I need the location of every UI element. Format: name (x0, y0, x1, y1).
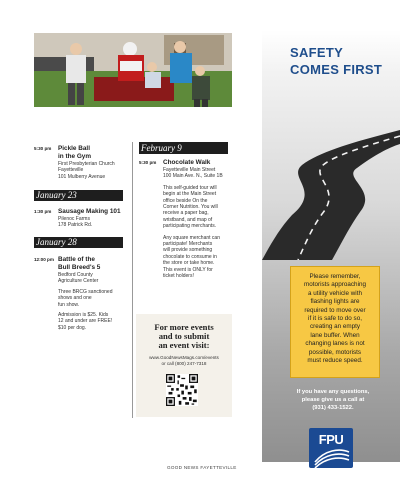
event-time: 12:00 pm (34, 257, 54, 262)
logo-swoosh-icon (309, 428, 353, 468)
event-title-line: Pickle Ball (58, 145, 90, 152)
notice-line: creating an empty (309, 323, 361, 331)
event-address: 100 Main Ave. N., Suite 1B (163, 173, 223, 180)
event-pickle-ball (34, 145, 126, 180)
notice-line: changing lanes is not (305, 340, 365, 348)
notice-line: required to move over (304, 306, 366, 314)
description-line: wristband, and map of (163, 216, 213, 223)
notice-line: Please remember, (309, 273, 361, 280)
callout-heading-line: an event visit: (158, 340, 210, 350)
fpu-logo (309, 428, 353, 468)
event-title-line: in the Gym (58, 153, 92, 160)
description-line: This self-guided tour will (163, 184, 217, 191)
event-venue: Agriculture Center (58, 278, 99, 285)
description-line: begin at the Main Street (163, 191, 217, 198)
description-line: will provide something (163, 247, 213, 254)
events-phone: or call (800) 247-7318 (161, 361, 207, 366)
description-line: participating merchants. (163, 223, 217, 230)
callout-heading-line: For more events (154, 322, 214, 332)
fpu-logo-text: FPU (318, 432, 344, 447)
event-address: 178 Patrick Rd. (58, 222, 93, 229)
event-address: 101 Mulberry Avenue (58, 173, 106, 180)
events-callout-box (136, 314, 232, 417)
event-chocolate-walk (139, 159, 233, 280)
event-title-line: Bull Breed's 5 (58, 264, 101, 271)
ad-heading (290, 44, 382, 78)
event-description (163, 185, 233, 230)
admission-line: Admission is $25. Kids (58, 312, 109, 319)
description-line: Three BRCG sanctioned (58, 288, 113, 295)
notice-line: possible, motorists (308, 348, 362, 356)
event-venue: First Presbyterian Church (58, 161, 115, 167)
description-line: This event is ONLY for (163, 266, 213, 273)
callout-heading-line: and to submit (158, 331, 210, 341)
contact-line: If you have any questions, (296, 389, 370, 395)
notice-line: if it is safe to do so, (308, 315, 362, 323)
events-url-link[interactable]: www.GoodNewsMags.com/events (149, 355, 219, 360)
description-line: chocolate to consume in (163, 253, 217, 260)
ad-heading-line: COMES FIRST (290, 62, 383, 77)
event-battle-bull-breeds (34, 256, 130, 331)
event-city: Fayetteville (58, 167, 84, 174)
description-line: the store or take home. (163, 260, 215, 267)
description-line: participate! Merchants (163, 241, 213, 248)
contact-info (282, 388, 384, 412)
date-band-january-28: January 28 (34, 237, 123, 248)
contact-line: please give us a call at (301, 397, 365, 403)
safety-notice-box (290, 266, 380, 378)
event-time: 1:30 pm (34, 209, 52, 214)
curving-road-illustration (262, 130, 400, 260)
qr-code[interactable] (166, 374, 198, 406)
event-time: 5:30 pm (139, 160, 157, 165)
callout-heading (136, 314, 232, 350)
event-description (58, 289, 130, 308)
event-sausage-making (34, 208, 126, 229)
page-footer: GOOD NEWS FAYETTEVILLE (167, 465, 237, 470)
column-divider (132, 142, 133, 418)
notice-line: a utility vehicle with (308, 289, 362, 297)
notice-line: lane buffer. When (310, 331, 360, 339)
admission-line: $10 per dog. (58, 324, 87, 331)
santa-children-photo (34, 33, 232, 107)
admission-line: 12 and under are FREE! (58, 318, 113, 325)
notice-line: must reduce speed. (307, 357, 363, 365)
event-title-line: Battle of the (58, 256, 95, 263)
event-time: 5:30 pm (34, 146, 52, 151)
notice-line: flashing lights are (310, 298, 360, 306)
description-line: office beside On the (163, 197, 208, 204)
description-line: ticket holders! (163, 273, 194, 280)
contact-phone: (931) 433-1522. (312, 405, 354, 411)
event-venue: Pilenoc Farms (58, 216, 90, 222)
description-line: receive a paper bag, (163, 210, 209, 217)
description-line: Corner Nutrition. You will (163, 204, 218, 211)
event-description (163, 235, 233, 280)
description-line: fun show. (58, 301, 80, 308)
date-band-january-23: January 23 (34, 190, 123, 201)
ad-heading-line: SAFETY (290, 45, 344, 60)
date-band-february-9: February 9 (139, 142, 228, 154)
notice-line: motorists approaching (304, 281, 366, 289)
event-venue: Fayetteville Main Street (163, 167, 216, 173)
safety-ad-panel (262, 30, 400, 462)
event-title: Chocolate Walk (163, 159, 211, 166)
description-line: shows and one (58, 295, 92, 302)
event-admission (58, 312, 130, 331)
event-venue: Bedford County (58, 272, 93, 278)
description-line: Any square merchant can (163, 234, 220, 241)
event-title-line: Sausage Making 101 (58, 208, 121, 215)
